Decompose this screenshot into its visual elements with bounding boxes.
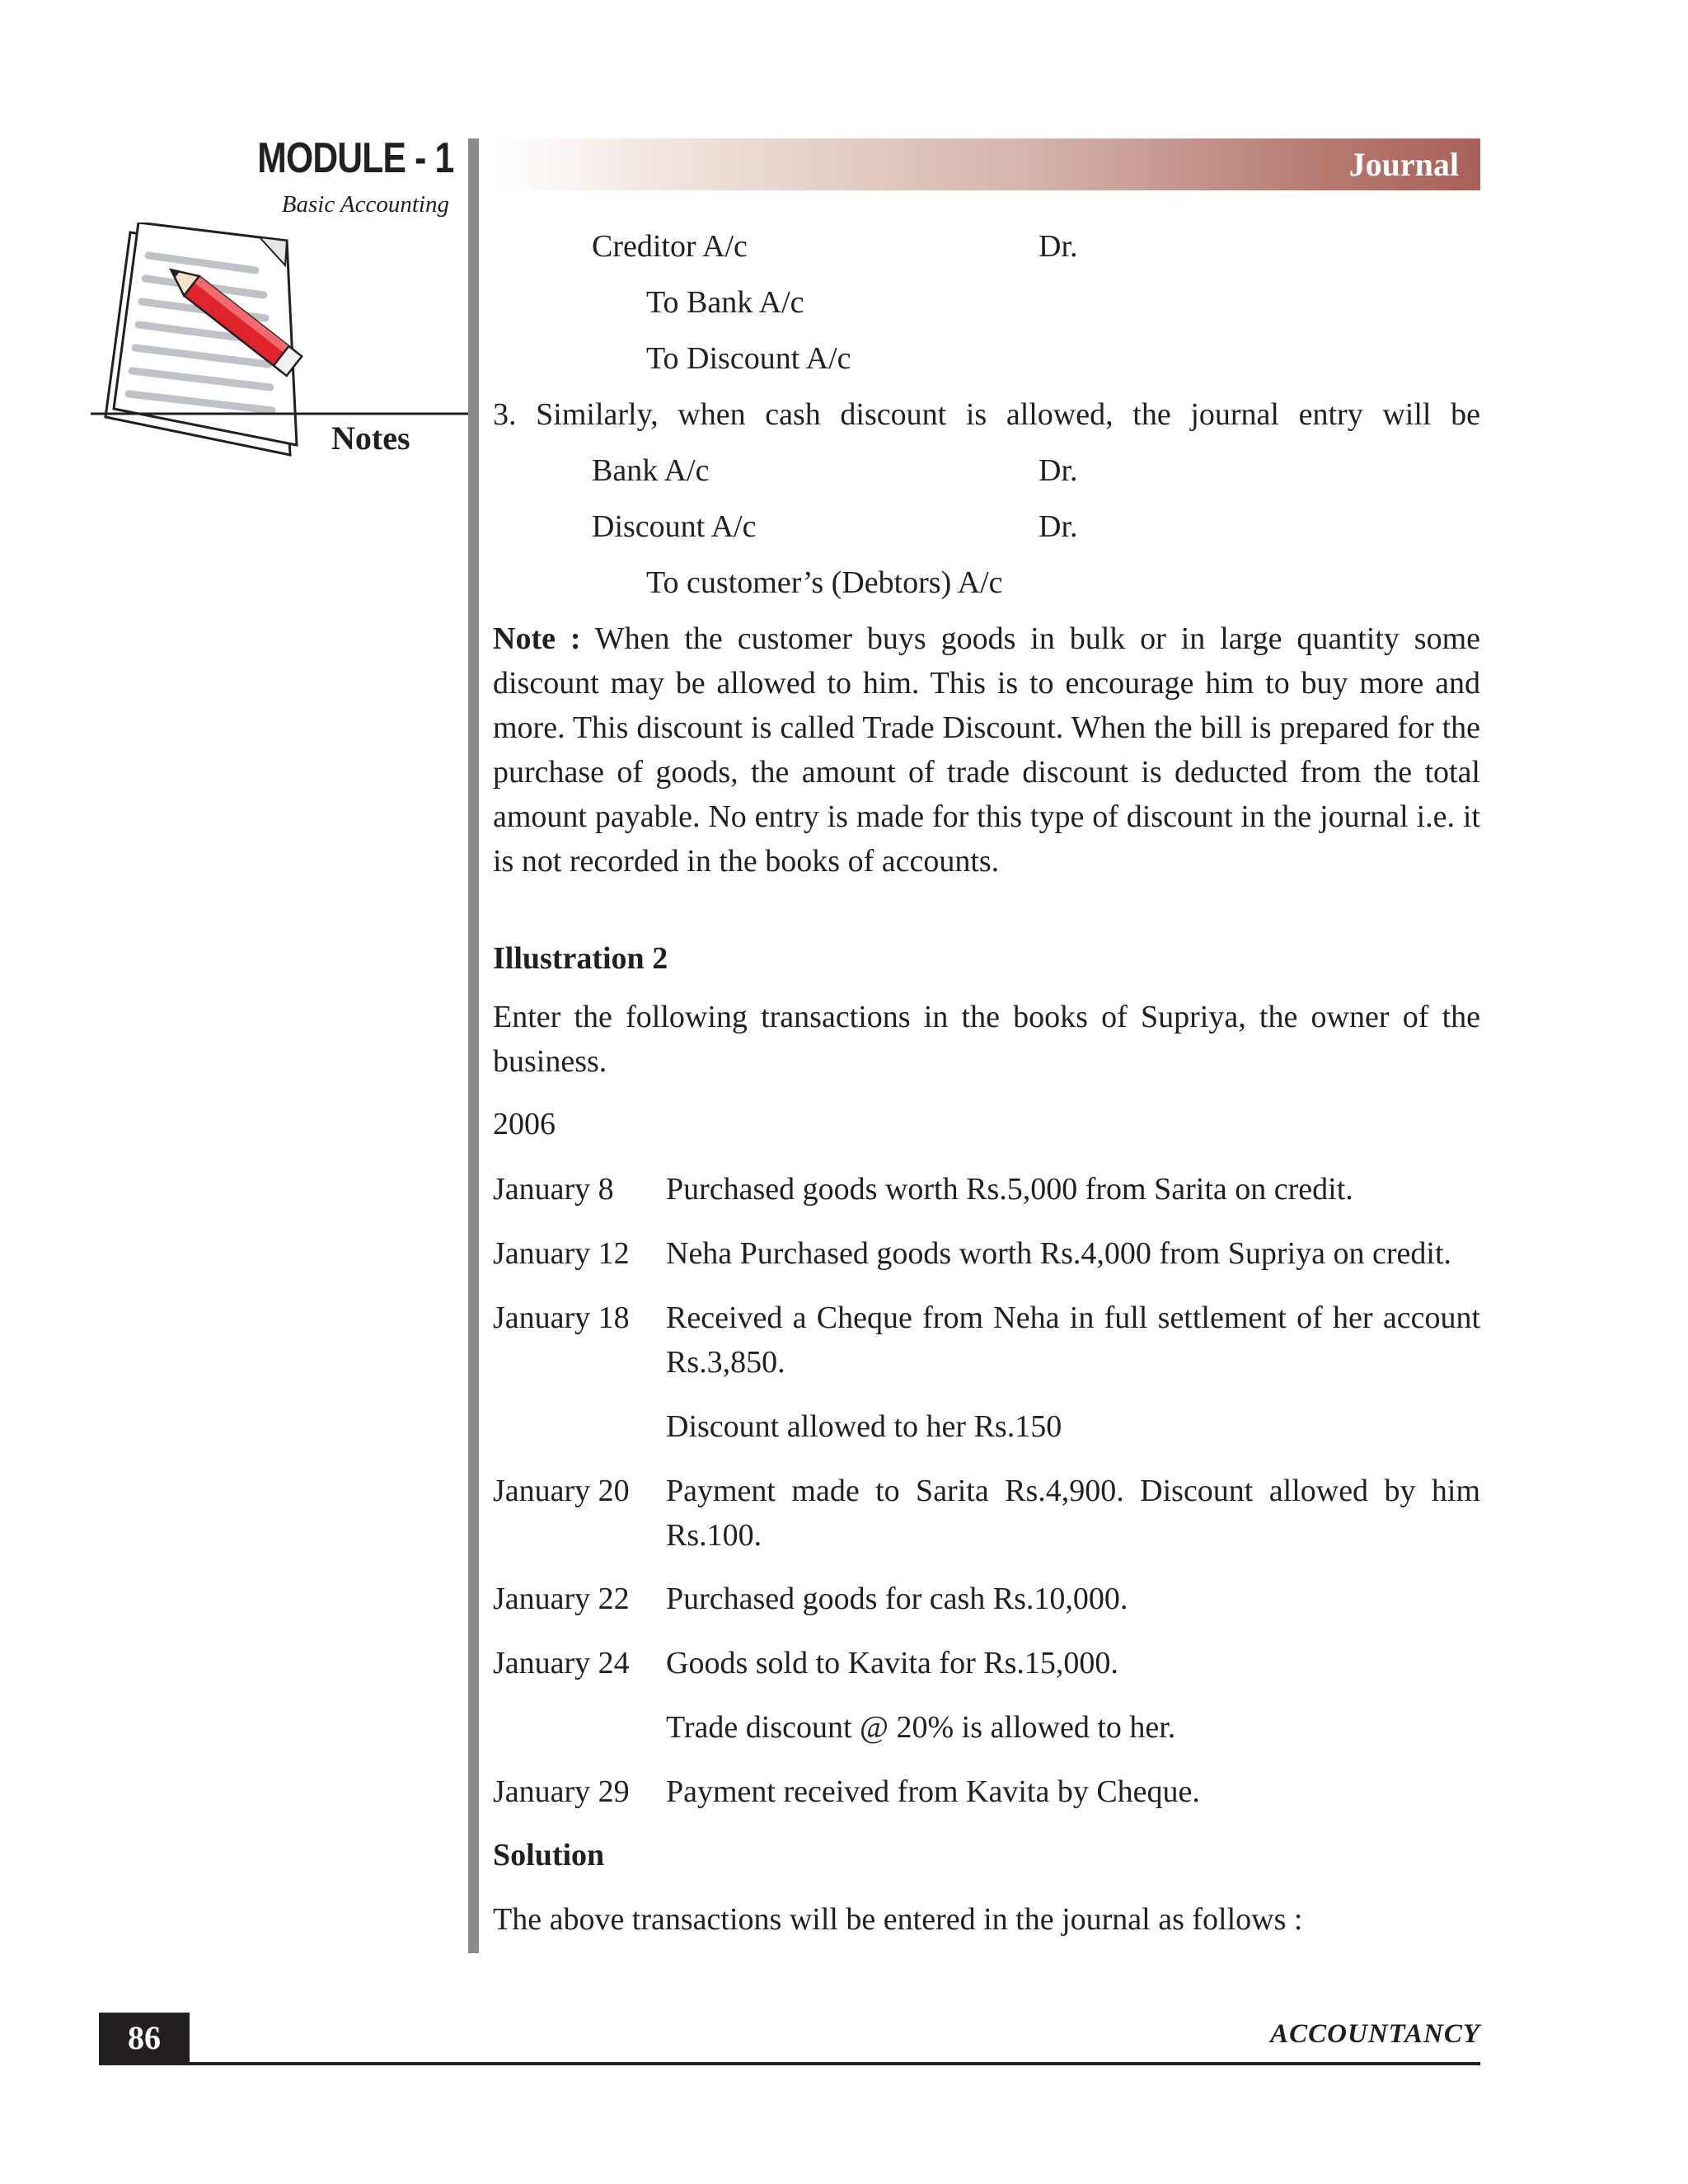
module-subtitle: Basic Accounting — [281, 191, 449, 218]
entry-discount-dr: Dr. — [1039, 509, 1078, 544]
note-paragraph — [493, 616, 1480, 883]
notes-pencil-icon — [91, 223, 478, 470]
transaction-date: January 12 — [493, 1236, 630, 1271]
note-text: When the customer buys goods in bulk or in large quantity some discount may be allowed to him. This is to encourage him to buy more and more. This discount is called Trade Discount. When the bill is prepared for the purchase of goods, the amount of trade discount is deducted from the total amount payable. No entry is made for this type of discount in the journal i.e. it is not recorded in the books of accounts. — [493, 621, 1481, 879]
entry-to-bank: To Bank A/c — [646, 285, 804, 320]
entry-to-customer: To customer’s (Debtors) A/c — [646, 565, 1003, 600]
entry-to-discount: To Discount A/c — [646, 341, 851, 376]
solution-heading: Solution — [493, 1838, 605, 1872]
illustration-year: 2006 — [493, 1107, 556, 1141]
transaction-desc: Received a Cheque from Neha in full settlement of her account Rs.3,850. — [666, 1301, 1480, 1380]
entry-creditor-dr: Dr. — [1039, 229, 1078, 264]
footer-rule — [99, 2062, 1480, 2065]
transaction-desc: Payment received from Kavita by Cheque. — [666, 1774, 1200, 1809]
transaction-desc: Payment made to Sarita Rs.4,900. Discount allowed by him Rs.100. — [666, 1474, 1480, 1553]
entry-creditor: Creditor A/c — [592, 229, 748, 264]
transaction-desc: Goods sold to Kavita for Rs.15,000. — [666, 1646, 1118, 1680]
point-3: 3. Similarly, when cash discount is allowed, the journal entry will be — [493, 397, 1480, 432]
transaction-desc: Neha Purchased goods worth Rs.4,000 from Supriya on credit. — [666, 1236, 1452, 1271]
footer-subject: ACCOUNTANCY — [1270, 2019, 1480, 2049]
transaction-date: January 18 — [493, 1301, 630, 1335]
transaction-date: January 24 — [493, 1646, 630, 1680]
transaction-date: January 20 — [493, 1474, 630, 1508]
module-title: MODULE - 1 — [256, 134, 453, 182]
illustration-intro: Enter the following transactions in the books of Supriya, the owner of the business. — [493, 1000, 1480, 1079]
transaction-desc: Trade discount @ 20% is allowed to her. — [666, 1710, 1176, 1745]
notes-label: Notes — [331, 419, 410, 457]
entry-discount: Discount A/c — [592, 509, 757, 544]
transaction-date: January 22 — [493, 1582, 630, 1616]
note-label: Note : — [493, 621, 581, 656]
illustration-heading: Illustration 2 — [493, 941, 668, 976]
transaction-desc: Purchased goods for cash Rs.10,000. — [666, 1582, 1128, 1616]
transaction-date: January 29 — [493, 1774, 630, 1809]
margin-divider — [468, 138, 479, 1953]
entry-bank-dr: Dr. — [1039, 453, 1078, 488]
transaction-desc: Discount allowed to her Rs.150 — [666, 1409, 1062, 1444]
transaction-desc: Purchased goods worth Rs.5,000 from Sarita on credit. — [666, 1172, 1353, 1207]
solution-text: The above transactions will be entered in the journal as follows : — [493, 1902, 1303, 1937]
chapter-header-band — [493, 138, 1480, 190]
transaction-date: January 8 — [493, 1172, 614, 1207]
entry-bank: Bank A/c — [592, 453, 710, 488]
page-number: 86 — [99, 2013, 190, 2064]
chapter-title: Journal — [1348, 146, 1459, 183]
